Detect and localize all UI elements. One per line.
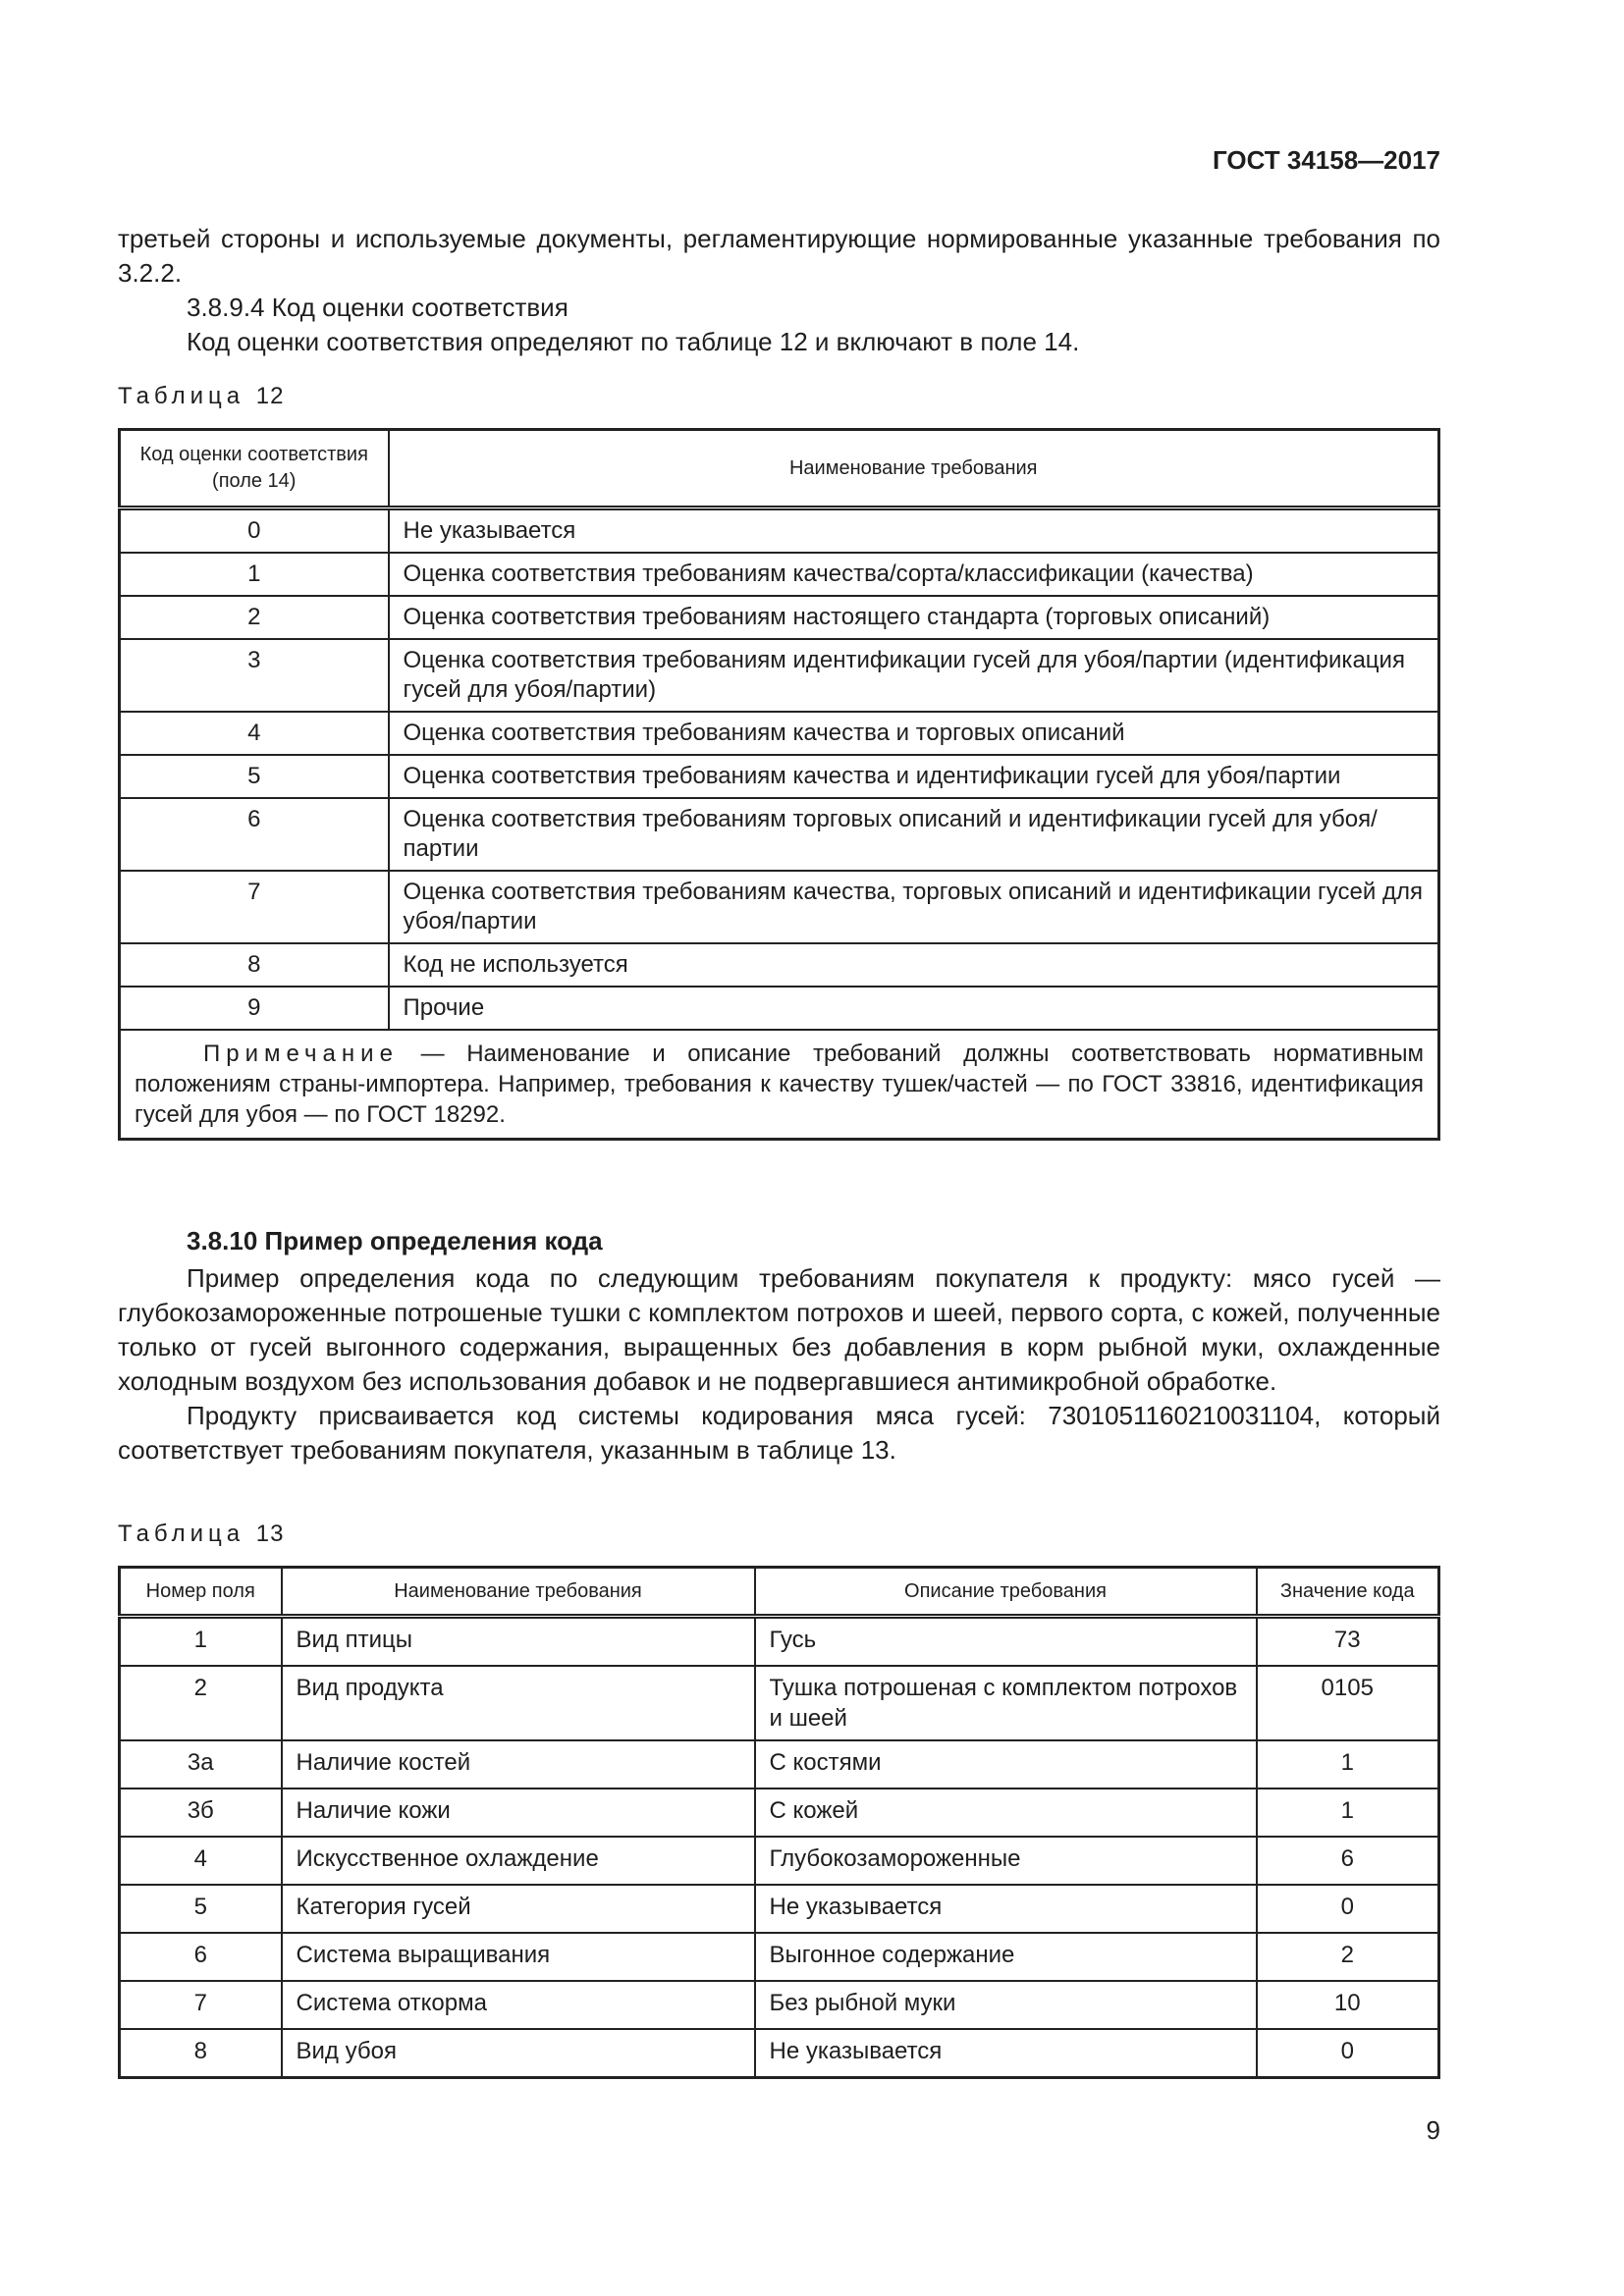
- table12-cell-code: 9: [120, 987, 389, 1030]
- table12-cell-code: 8: [120, 943, 389, 987]
- intro-continuation: третьей стороны и используемые документы, регламентирующие нормированные указанные требования по 3.2.2.: [118, 224, 1440, 288]
- intro-sentence: Код оценки соответствия определяют по таблице 12 и включают в поле 14.: [187, 327, 1080, 356]
- table-12: [118, 428, 1440, 1141]
- table12-cell-name: Оценка соответствия требованиям качества и торговых описаний: [389, 712, 1439, 755]
- table12-cell-code: 6: [120, 798, 389, 871]
- subsection-heading: 3.8.9.4 Код оценки соответствия: [187, 293, 568, 322]
- note-label: Примечание: [203, 1041, 399, 1067]
- document-code-header: ГОСТ 34158—2017: [1213, 145, 1440, 175]
- table13-caption: [118, 1521, 284, 1548]
- table13-body: [120, 1617, 1439, 2078]
- table13-header-value: Значение кода: [1257, 1568, 1439, 1617]
- table12-cell-name: Оценка соответствия требованиям качества, торговых описаний и идентификации гусей для убоя/партии: [389, 871, 1439, 943]
- table12-header-code: Код оценки соответствия (поле 14): [120, 430, 389, 508]
- table12-note-row: [120, 1030, 1439, 1140]
- table13-cell-description: Не указывается: [755, 2029, 1257, 2078]
- table13-cell-field: 2: [120, 1666, 282, 1740]
- table12-row: [120, 508, 1439, 554]
- table13-cell-field: 1: [120, 1617, 282, 1667]
- table12-row: [120, 639, 1439, 712]
- page-number: 9: [1426, 2115, 1440, 2145]
- table12-row: [120, 712, 1439, 755]
- table12-row: [120, 596, 1439, 639]
- table13-row: [120, 1837, 1439, 1885]
- table13-cell-name: Категория гусей: [282, 1885, 755, 1933]
- table13-cell-name: Вид убоя: [282, 2029, 755, 2078]
- table13-cell-field: 3б: [120, 1789, 282, 1837]
- table13-cell-value: 0: [1257, 1885, 1439, 1933]
- table13-cell-name: Наличие костей: [282, 1740, 755, 1789]
- section-heading: 3.8.10 Пример определения кода: [187, 1226, 603, 1255]
- table12-cell-name: Оценка соответствия требованиям качества и идентификации гусей для убоя/партии: [389, 755, 1439, 798]
- table13-header-description: Описание требования: [755, 1568, 1257, 1617]
- table13-cell-name: Искусственное охлаждение: [282, 1837, 755, 1885]
- table12-cell-code: 0: [120, 508, 389, 554]
- table13-cell-name: Система выращивания: [282, 1933, 755, 1981]
- table12-row: [120, 987, 1439, 1030]
- table13-header-name: Наименование требования: [282, 1568, 755, 1617]
- table12-cell-name: Не указывается: [389, 508, 1439, 554]
- table13-cell-value: 0: [1257, 2029, 1439, 2078]
- table13-cell-field: 5: [120, 1885, 282, 1933]
- table13-cell-field: 3а: [120, 1740, 282, 1789]
- table13-cell-name: Система откорма: [282, 1981, 755, 2029]
- table12-cell-name: Оценка соответствия требованиям торговых описаний и идентификации гусей для убоя/партии: [389, 798, 1439, 871]
- table13-cell-description: Не указывается: [755, 1885, 1257, 1933]
- table13-row: [120, 1666, 1439, 1740]
- table12-caption: [118, 383, 284, 410]
- table12-cell-name: Оценка соответствия требованиям настоящего стандарта (торговых описаний): [389, 596, 1439, 639]
- section-body: [118, 1261, 1440, 1468]
- table13-cell-value: 6: [1257, 1837, 1439, 1885]
- table13-caption-number: 13: [255, 1521, 285, 1547]
- table13-cell-field: 8: [120, 2029, 282, 2078]
- table12-row: [120, 755, 1439, 798]
- table13-cell-description: Гусь: [755, 1617, 1257, 1667]
- table13-cell-description: С костями: [755, 1740, 1257, 1789]
- table12-cell-code: 5: [120, 755, 389, 798]
- table12-row: [120, 553, 1439, 596]
- table13-row: [120, 1933, 1439, 1981]
- table13-caption-word: Таблица: [118, 1521, 245, 1547]
- table12-cell-code: 3: [120, 639, 389, 712]
- section-paragraph-2: Продукту присваивается код системы кодирования мяса гусей: 7301051160210031104, который соответствует требованиям покупателя, указанным в таблице 13.: [118, 1401, 1440, 1465]
- table13-cell-name: Наличие кожи: [282, 1789, 755, 1837]
- table12-row: [120, 871, 1439, 943]
- table12-row: [120, 798, 1439, 871]
- table13-cell-description: Без рыбной муки: [755, 1981, 1257, 2029]
- table12-cell-name: Прочие: [389, 987, 1439, 1030]
- table13-cell-value: 0105: [1257, 1666, 1439, 1740]
- table13-cell-description: С кожей: [755, 1789, 1257, 1837]
- table12-cell-code: 1: [120, 553, 389, 596]
- table13-row: [120, 1617, 1439, 1667]
- section-paragraph-1: Пример определения кода по следующим требованиям покупателя к продукту: мясо гусей — глубокозамороженные потрошеные тушки с комплектом потрохов и шеей, первого сорта, с кожей, полученные только от гусей выгонного содержания, выращенных без добавления в корм рыбной муки, охлажденные холодным воздухом без использования добавок и не подвергавшиеся антимикробной обработке.: [118, 1263, 1440, 1396]
- table13-cell-description: Тушка потрошеная с комплектом потрохов и шеей: [755, 1666, 1257, 1740]
- table12-header-name: Наименование требования: [389, 430, 1439, 508]
- table13-cell-name: Вид птицы: [282, 1617, 755, 1667]
- note-text: — Наименование и описание требований должны соответствовать нормативным положениям страны-импортера. Например, требования к качеству тушек/частей — по ГОСТ 33816, идентификация гусей для убоя — по ГОСТ 18292.: [135, 1041, 1424, 1128]
- table13-header-field: Номер поля: [120, 1568, 282, 1617]
- table12-cell-name: Код не используется: [389, 943, 1439, 987]
- table12-cell-code: 4: [120, 712, 389, 755]
- table12-cell-code: 7: [120, 871, 389, 943]
- table12-cell-name: Оценка соответствия требованиям идентификации гусей для убоя/партии (идентификация гусей для убоя/партии): [389, 639, 1439, 712]
- table13-row: [120, 1740, 1439, 1789]
- table13-header-row: [120, 1568, 1439, 1617]
- table13-row: [120, 1981, 1439, 2029]
- table12-header-row: [120, 430, 1439, 508]
- table12-cell-code: 2: [120, 596, 389, 639]
- table13-cell-description: Выгонное содержание: [755, 1933, 1257, 1981]
- table13-cell-value: 73: [1257, 1617, 1439, 1667]
- table-13: [118, 1566, 1440, 2079]
- intro-block: [118, 222, 1440, 359]
- table12-cell-name: Оценка соответствия требованиям качества/сорта/классификации (качества): [389, 553, 1439, 596]
- table12-caption-number: 12: [255, 383, 285, 409]
- table13-row: [120, 1789, 1439, 1837]
- table13-cell-value: 10: [1257, 1981, 1439, 2029]
- table13-row: [120, 1885, 1439, 1933]
- table13-cell-description: Глубокозамороженные: [755, 1837, 1257, 1885]
- table13-cell-field: 7: [120, 1981, 282, 2029]
- table12-body: [120, 508, 1439, 1031]
- table12-caption-word: Таблица: [118, 383, 245, 409]
- table13-cell-value: 1: [1257, 1789, 1439, 1837]
- table12-row: [120, 943, 1439, 987]
- table13-cell-name: Вид продукта: [282, 1666, 755, 1740]
- table13-row: [120, 2029, 1439, 2078]
- table13-cell-field: 6: [120, 1933, 282, 1981]
- table12-note: [120, 1030, 1439, 1140]
- table13-cell-field: 4: [120, 1837, 282, 1885]
- table13-cell-value: 2: [1257, 1933, 1439, 1981]
- table13-cell-value: 1: [1257, 1740, 1439, 1789]
